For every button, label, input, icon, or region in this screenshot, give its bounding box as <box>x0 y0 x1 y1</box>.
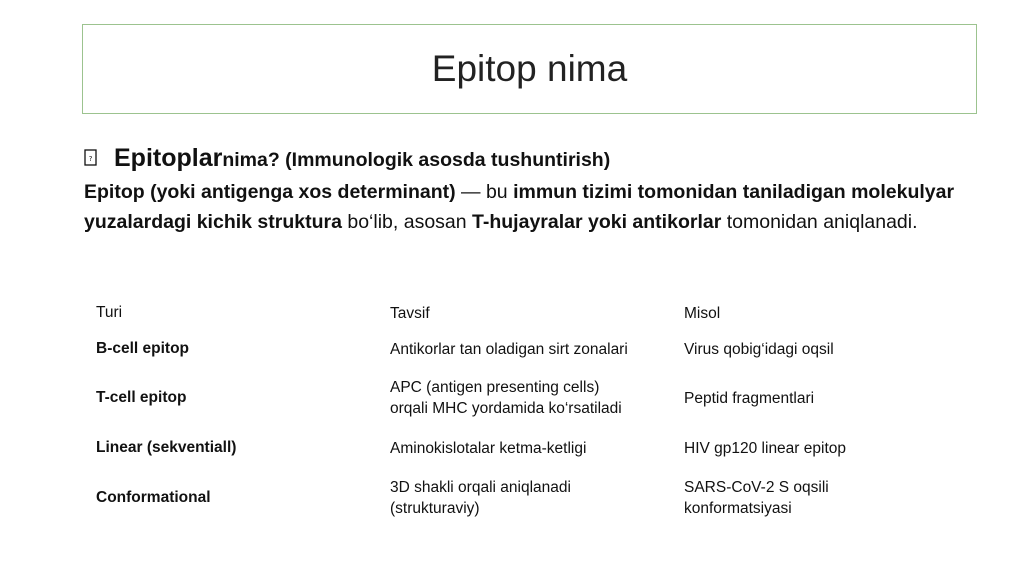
para-text-2: bo‘lib, asosan <box>341 211 473 233</box>
cell-line: Aminokislotalar ketma-ketligi <box>390 439 587 457</box>
cell-desc <box>378 330 672 368</box>
heading-big: Epitoplar <box>114 144 223 172</box>
cell-line: Virus qobig‘idagi oqsil <box>684 340 834 358</box>
para-bold-1: Epitop (yoki antigenga xos determinant) <box>84 181 456 203</box>
intro-paragraph <box>84 177 984 237</box>
table-header-row <box>84 296 884 330</box>
header-desc: Tavsif <box>390 304 430 322</box>
cell-line: Peptid fragmentlari <box>684 389 815 407</box>
cell-line: Antikorlar tan oladigan sirt zonalari <box>390 340 628 358</box>
slide-title: Epitop nima <box>431 48 628 89</box>
table-row <box>84 428 884 468</box>
cell-line: SARS-CoV-2 S oqsili <box>684 479 829 496</box>
cell-type: Conformational <box>96 489 211 506</box>
table-row <box>84 468 884 528</box>
cell-line: orqali MHC yordamida ko‘rsatiladi <box>390 400 622 417</box>
cell-example <box>672 330 884 368</box>
cell-line: APC (antigen presenting cells) <box>390 379 600 396</box>
box-glyph-icon <box>84 147 98 177</box>
epitope-table <box>84 296 884 528</box>
svg-text:?: ? <box>88 155 93 163</box>
cell-desc <box>378 468 672 528</box>
header-type: Turi <box>96 304 123 321</box>
intro-heading <box>84 143 984 177</box>
intro-text <box>84 143 984 237</box>
cell-line: HIV gp120 linear epitop <box>684 439 847 457</box>
cell-example <box>672 428 884 468</box>
cell-example <box>672 368 884 428</box>
cell-type: B-cell epitop <box>96 340 190 357</box>
cell-type: T-cell epitop <box>96 389 187 406</box>
para-text-1: — bu <box>455 181 514 203</box>
cell-example <box>672 468 884 528</box>
header-example: Misol <box>684 304 721 322</box>
cell-type: Linear (sekventiall) <box>96 439 237 456</box>
cell-desc <box>378 428 672 468</box>
cell-line: konformatsiyasi <box>684 500 792 517</box>
table-row <box>84 368 884 428</box>
title-box <box>82 24 977 114</box>
cell-line: 3D shakli orqali aniqlanadi <box>390 479 571 496</box>
cell-desc <box>378 368 672 428</box>
table-row <box>84 330 884 368</box>
para-bold-2: immun tizimi tomonidan taniladigan molekulyar yuzalardagi kichik struktura <box>84 181 955 233</box>
para-text-3: tomonidan aniqlanadi. <box>721 211 918 233</box>
para-bold-3: T-hujayralar yoki antikorlar <box>472 211 722 233</box>
heading-rest: nima? (Immunologik asosda tushuntirish) <box>222 149 611 171</box>
cell-line: (strukturaviy) <box>390 500 480 517</box>
